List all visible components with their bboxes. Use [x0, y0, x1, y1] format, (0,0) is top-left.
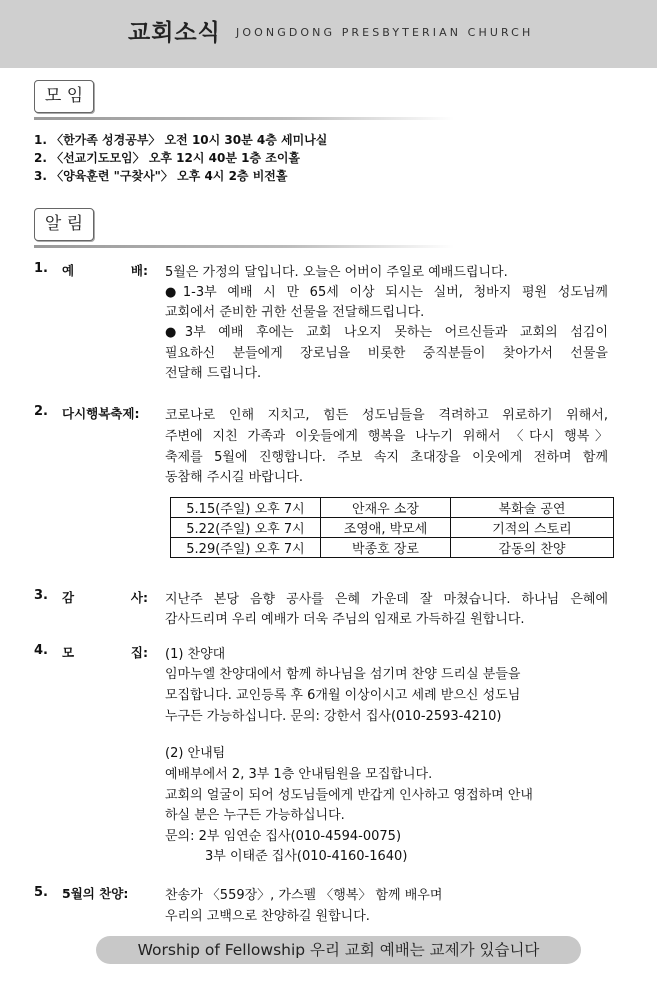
notice-text: 교회에서 준비한 귀한 선물을 전달해드립니다. [165, 305, 425, 320]
notice-text: 모집합니다. 교인등록 후 6개월 이상이시고 세례 받으신 성도님 [165, 688, 521, 703]
meeting-item: 2. 〈선교기도모임〉 오후 12시 40분 1층 조이홀 [34, 151, 301, 165]
notice-label-thanks [62, 588, 148, 606]
notice-number: 2. [34, 404, 48, 419]
schedule-date: 5.22(주일) 오후 7시 [171, 518, 321, 538]
schedule-date: 5.15(주일) 오후 7시 [171, 498, 321, 518]
footer-banner: Worship of Fellowship 우리 교회 예배는 교제가 있습니다 [96, 936, 581, 964]
notice-text: 주변에 지친 가족과 이웃들에게 행복을 나누기 위해서 〈다시 행복〉 [165, 429, 608, 444]
notice-text: 코로나로 인해 지치고, 힘든 성도님들을 격려하고 위로하기 위해서, [165, 408, 608, 423]
meeting-item: 1. 〈한가족 성경공부〉 오전 10시 30분 4층 세미나실 [34, 133, 328, 147]
notice-text: ●1-3부 예배 시 만 65세 이상 되시는 실버, 청바지 평원 성도님께 [165, 285, 608, 300]
label-part: 배: [130, 263, 148, 278]
notice-label-hymn: 5월의 찬양: [62, 886, 129, 901]
table-row [171, 498, 614, 518]
notice-text: 동참해 주시길 바랍니다. [165, 470, 303, 485]
notice-text: ●3부 예배 후에는 교회 나오지 못하는 어르신들과 교회의 섬김이 [165, 325, 608, 340]
notice-text: 문의: 2부 임연순 집사(010-4594-0075) [165, 829, 402, 844]
schedule-program: 복화술 공연 [451, 498, 614, 518]
label-part: 예 [62, 263, 75, 278]
table-row [171, 518, 614, 538]
notice-text: 필요하신 분들에게 장로님을 비롯한 중직분들이 찾아가서 선물을 [165, 346, 608, 361]
notice-text: 누구든 가능하십니다. 문의: 강한서 집사(010-2593-4210) [165, 709, 502, 724]
meetings-heading: 모 임 [34, 80, 94, 113]
schedule-guest: 박종호 장로 [321, 538, 451, 558]
table-row [171, 538, 614, 558]
church-name: JOONGDONG PRESBYTERIAN CHURCH [236, 26, 534, 39]
schedule-date: 5.29(주일) 오후 7시 [171, 538, 321, 558]
notice-text: (1) 찬양대 [165, 647, 226, 662]
notice-text: 교회의 얼굴이 되어 성도님들에게 반갑게 인사하고 영접하며 안내 [165, 788, 533, 803]
meetings-divider [34, 117, 454, 120]
notices-divider [34, 245, 454, 248]
schedule-guest: 안재우 소장 [321, 498, 451, 518]
notice-text: 3부 이태준 집사(010-4160-1640) [205, 849, 408, 864]
notice-number: 4. [34, 643, 48, 658]
notice-text: 축제를 5월에 진행합니다. 주보 속지 초대장을 이웃에게 전하며 함께 [165, 450, 608, 465]
notice-text: 전달해 드립니다. [165, 366, 262, 381]
label-part: 집: [130, 645, 148, 660]
notice-text: 예배부에서 2, 3부 1층 안내팀원을 모집합니다. [165, 767, 433, 782]
meeting-item: 3. 〈양육훈련 "구찾사"〉 오후 4시 2층 비전홀 [34, 169, 288, 183]
notice-text: 우리의 고백으로 찬양하길 원합니다. [165, 909, 370, 924]
notice-text: 감사드리며 우리 예배가 더욱 주님의 임재로 가득하길 원합니다. [165, 612, 525, 627]
schedule-program: 기적의 스토리 [451, 518, 614, 538]
notices-heading: 알 림 [34, 208, 94, 241]
notice-number: 1. [34, 261, 48, 276]
label-part: 사: [130, 590, 148, 605]
notice-number: 3. [34, 588, 48, 603]
notice-label-festival: 다시행복축제: [62, 406, 140, 421]
notice-text: (2) 안내팀 [165, 746, 226, 761]
notice-number: 5. [34, 885, 48, 900]
label-part: 감 [62, 590, 75, 605]
notice-text: 임마누엘 찬양대에서 함께 하나님을 섬기며 찬양 드리실 분들을 [165, 667, 521, 682]
header-band [0, 0, 657, 68]
notice-text: 지난주 본당 음향 공사를 은혜 가운데 잘 마쳤습니다. 하나님 은혜에 [165, 592, 608, 607]
schedule-guest: 조영애, 박모세 [321, 518, 451, 538]
notice-text: 찬송가 〈559장〉, 가스펠 〈행복〉 함께 배우며 [165, 888, 443, 903]
notice-label-worship [62, 261, 148, 279]
notice-text: 하실 분은 누구든 가능하십니다. [165, 808, 345, 823]
festival-schedule-table [170, 497, 614, 558]
notice-label-recruit [62, 643, 148, 661]
notice-text: 5월은 가정의 달입니다. 오늘은 어버이 주일로 예배드립니다. [165, 265, 508, 280]
label-part: 모 [62, 645, 75, 660]
schedule-program: 감동의 찬양 [451, 538, 614, 558]
page-title: 교회소식 [128, 20, 221, 46]
